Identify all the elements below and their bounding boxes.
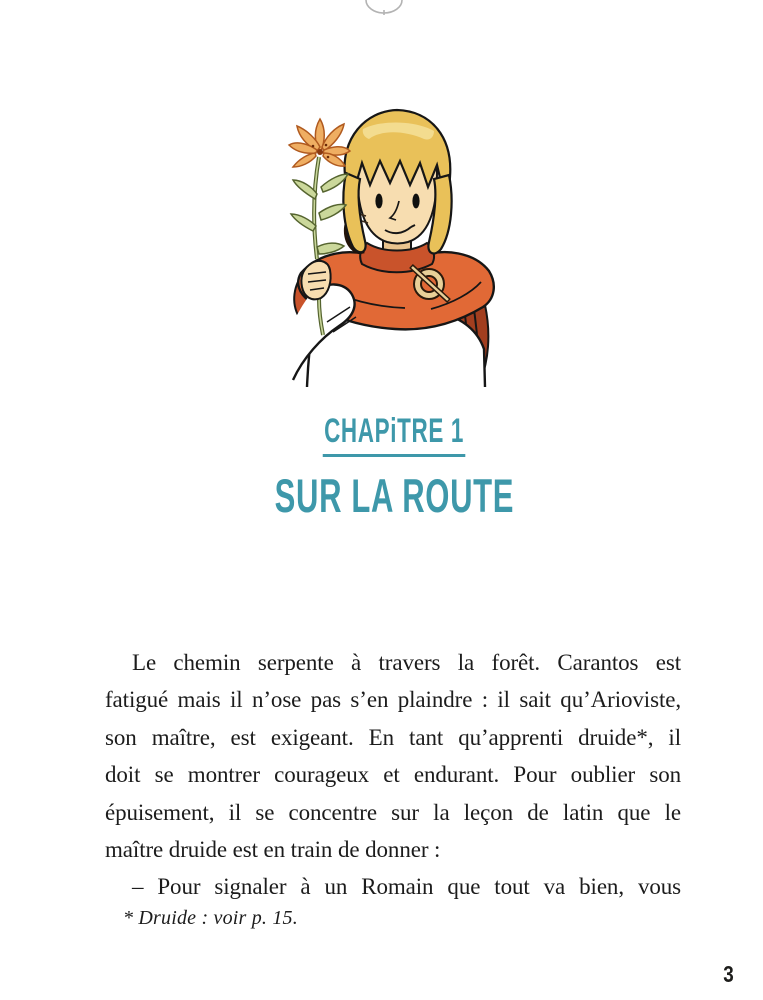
chapter-title: SUR LA ROUTE <box>274 469 514 522</box>
story-line: son maître, est exigeant. En tant qu’apprenti druide*, il <box>105 724 681 750</box>
chapter-label: CHAPiTRE 1 <box>323 414 466 457</box>
page-number: 3 <box>723 961 734 987</box>
story-line: fatigué mais il n’ose pas s’en plaindre : il sait qu’Arioviste, <box>105 687 681 713</box>
footnote: * Druide : voir p. 15. <box>123 907 298 929</box>
story-line: épuisement, il se concentre sur la leçon de latin que le <box>105 799 681 825</box>
story-line: – Pour signaler à un Romain que tout va bien, vous <box>132 874 681 900</box>
chapter-heading-row <box>105 414 683 457</box>
story-paragraph <box>105 644 681 906</box>
story-line: maître druide est en train de donner : <box>105 837 441 863</box>
story-line: Le chemin serpente à travers la forêt. Carantos est <box>132 650 681 675</box>
top-ornament-icon <box>363 0 405 16</box>
blond-child-holding-flower-illustration <box>283 95 513 387</box>
story-line: doit se montrer courageux et endurant. Pour oublier son <box>105 762 681 788</box>
chapter-title-row <box>105 469 683 522</box>
